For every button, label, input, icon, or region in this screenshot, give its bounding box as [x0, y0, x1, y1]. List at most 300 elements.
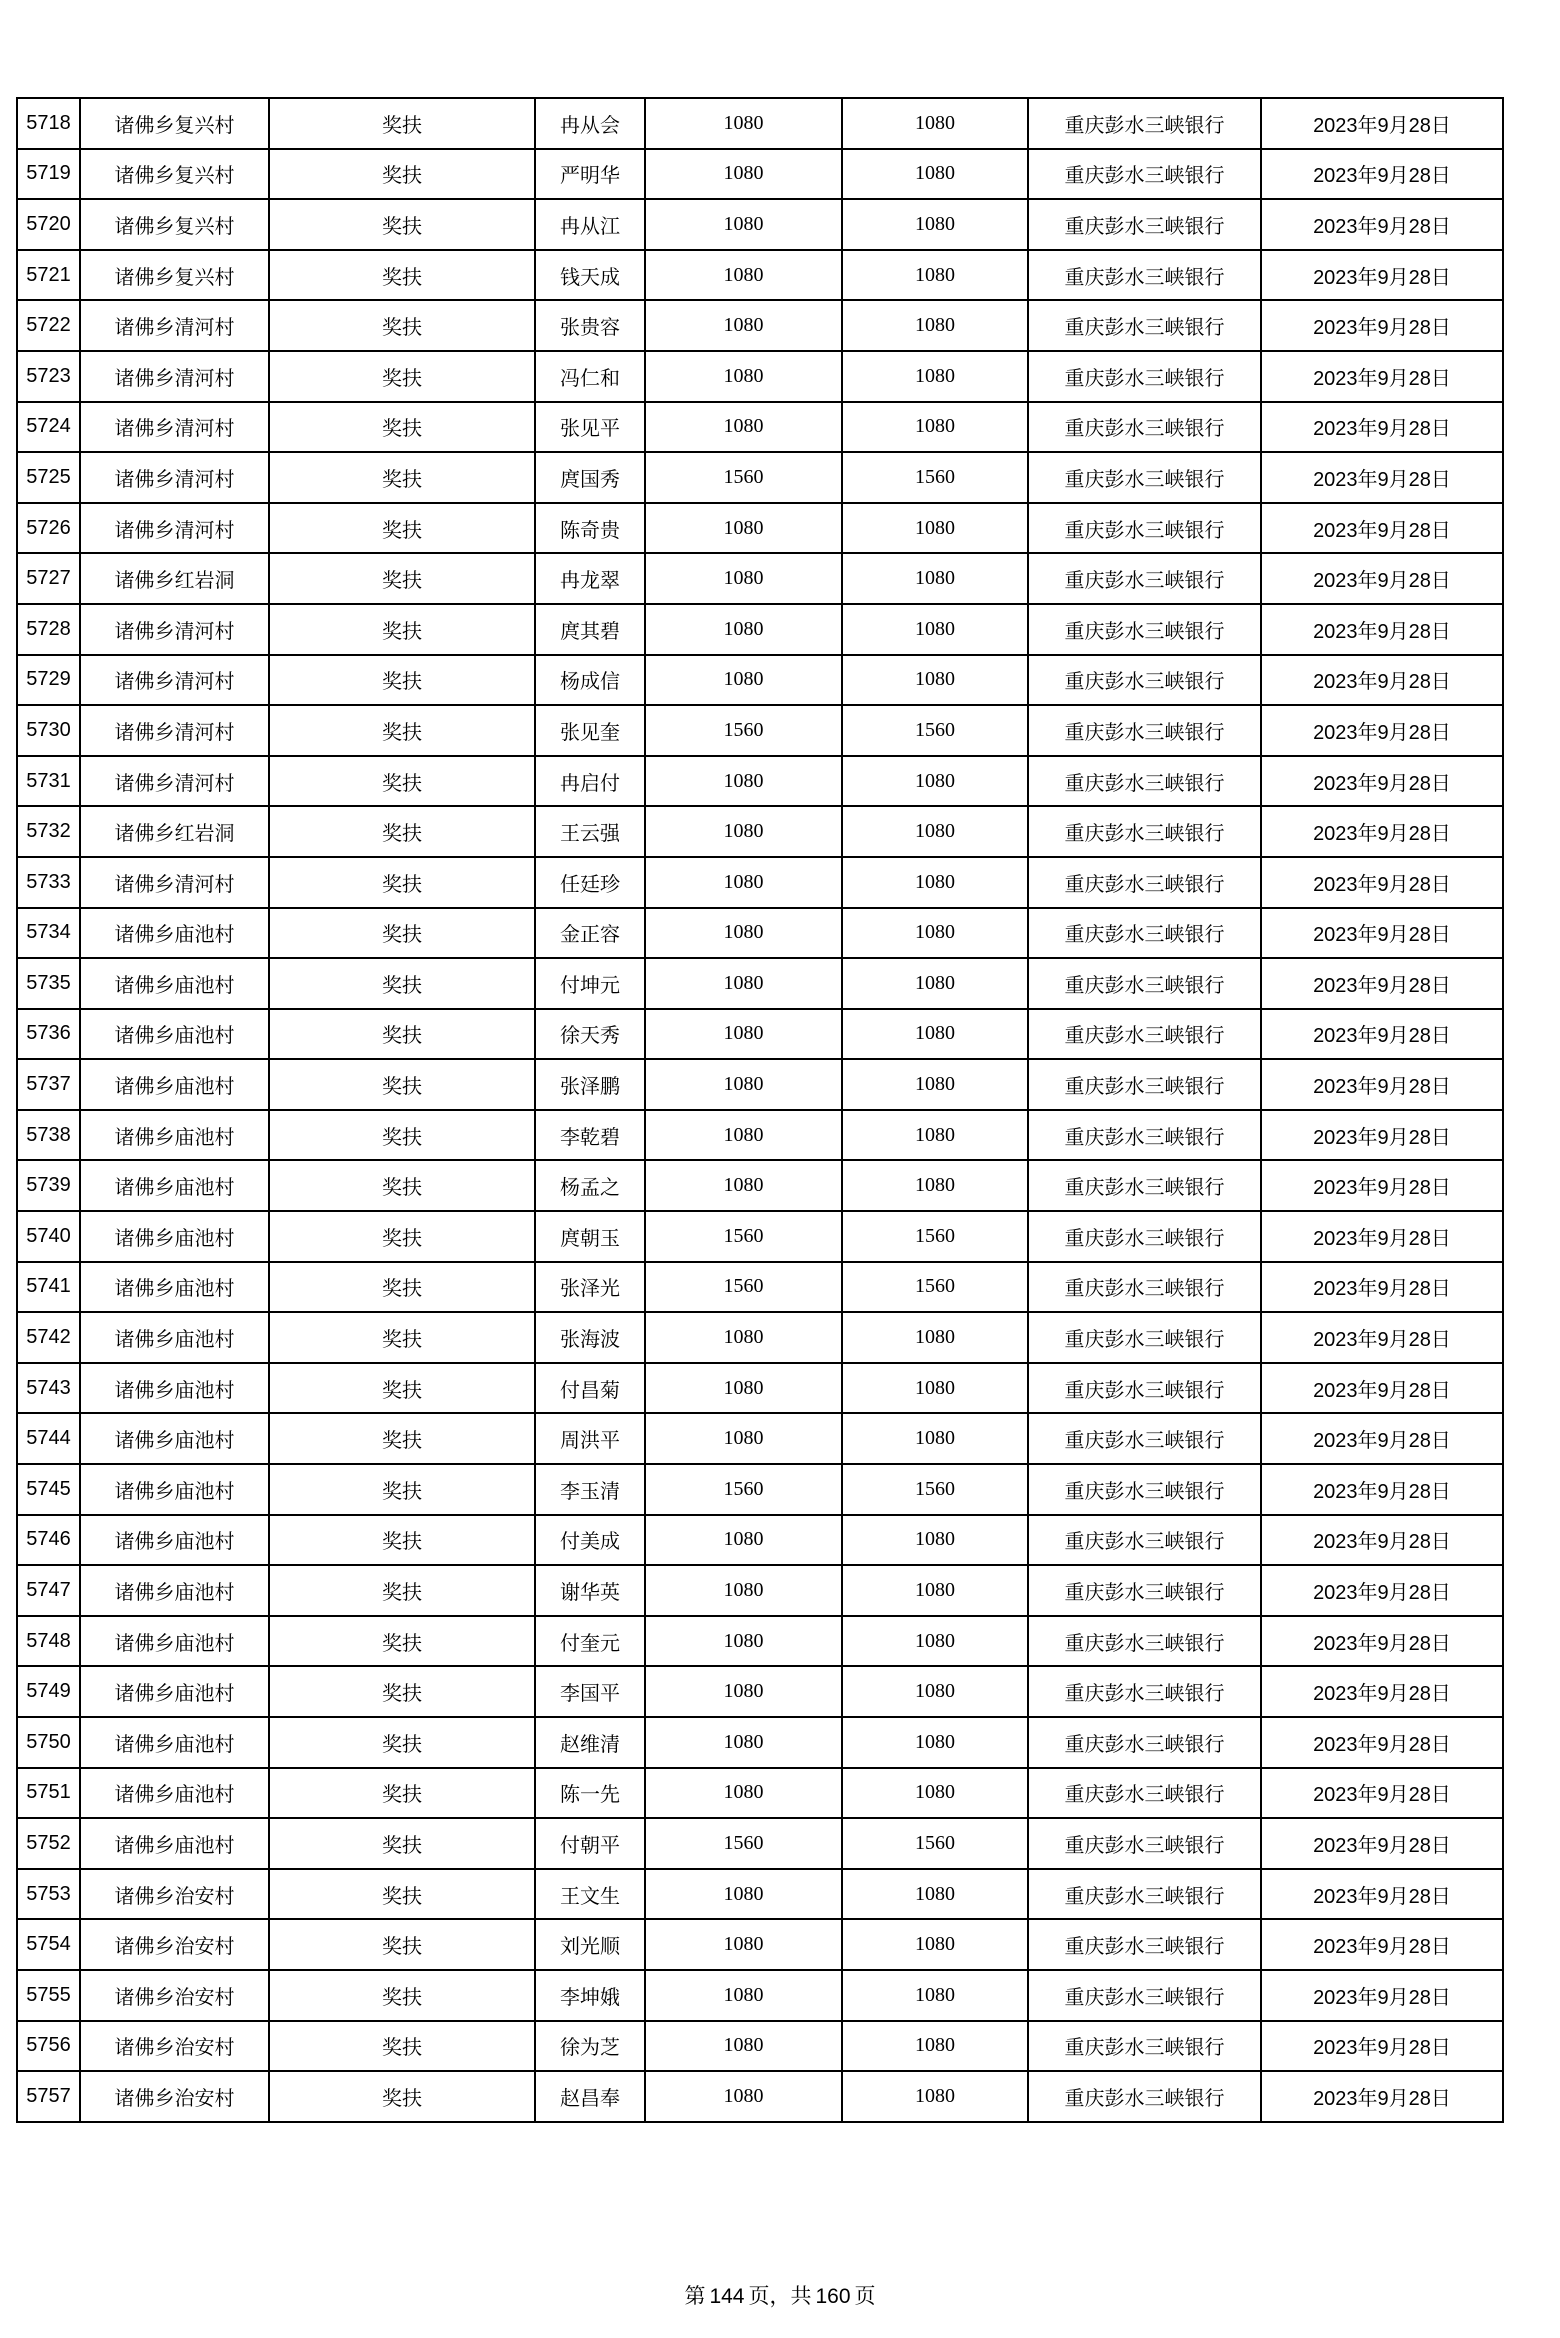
subsidy-type-cell: 奖扶: [269, 402, 535, 453]
row-number-cell: 5740: [17, 1211, 80, 1262]
row-number-cell: 5752: [17, 1818, 80, 1869]
recipient-name-cell: 李乾碧: [535, 1110, 645, 1161]
amount-cell: 1080: [645, 199, 842, 250]
recipient-name-cell: 付朝平: [535, 1818, 645, 1869]
bank-cell: 重庆彭水三峡银行: [1028, 756, 1261, 807]
row-number-cell: 5741: [17, 1262, 80, 1313]
date-cell: 2023年9月28日: [1261, 1565, 1503, 1616]
paid-amount-cell: 1080: [842, 604, 1028, 655]
amount-cell: 1080: [645, 149, 842, 200]
row-number-cell: 5731: [17, 756, 80, 807]
row-number-cell: 5747: [17, 1565, 80, 1616]
table-row: [17, 958, 1503, 1009]
amount-cell: 1080: [645, 655, 842, 706]
row-number-cell: 5725: [17, 452, 80, 503]
table-row: [17, 857, 1503, 908]
recipient-name-cell: 付昌菊: [535, 1363, 645, 1414]
paid-amount-cell: 1080: [842, 1666, 1028, 1717]
recipient-name-cell: 庹其碧: [535, 604, 645, 655]
table-row: [17, 1262, 1503, 1313]
bank-cell: 重庆彭水三峡银行: [1028, 1565, 1261, 1616]
amount-cell: 1080: [645, 908, 842, 959]
village-cell: 诸佛乡清河村: [80, 705, 269, 756]
recipient-name-cell: 赵昌奉: [535, 2071, 645, 2122]
date-cell: 2023年9月28日: [1261, 351, 1503, 402]
table-row: [17, 199, 1503, 250]
table-row: [17, 553, 1503, 604]
bank-cell: 重庆彭水三峡银行: [1028, 452, 1261, 503]
bank-cell: 重庆彭水三峡银行: [1028, 1059, 1261, 1110]
subsidy-type-cell: 奖扶: [269, 250, 535, 301]
village-cell: 诸佛乡清河村: [80, 402, 269, 453]
subsidy-type-cell: 奖扶: [269, 806, 535, 857]
village-cell: 诸佛乡庙池村: [80, 908, 269, 959]
date-cell: 2023年9月28日: [1261, 1059, 1503, 1110]
recipient-name-cell: 李坤娥: [535, 1970, 645, 2021]
row-number-cell: 5733: [17, 857, 80, 908]
row-number-cell: 5720: [17, 199, 80, 250]
recipient-name-cell: 王云强: [535, 806, 645, 857]
row-number-cell: 5721: [17, 250, 80, 301]
table-row: [17, 806, 1503, 857]
amount-cell: 1080: [645, 1970, 842, 2021]
paid-amount-cell: 1080: [842, 908, 1028, 959]
paid-amount-cell: 1080: [842, 98, 1028, 149]
subsidy-type-cell: 奖扶: [269, 1717, 535, 1768]
date-cell: 2023年9月28日: [1261, 1717, 1503, 1768]
subsidy-type-cell: 奖扶: [269, 655, 535, 706]
bank-cell: 重庆彭水三峡银行: [1028, 351, 1261, 402]
row-number-cell: 5735: [17, 958, 80, 1009]
paid-amount-cell: 1560: [842, 452, 1028, 503]
date-cell: 2023年9月28日: [1261, 503, 1503, 554]
subsidy-type-cell: 奖扶: [269, 1363, 535, 1414]
paid-amount-cell: 1080: [842, 553, 1028, 604]
paid-amount-cell: 1080: [842, 806, 1028, 857]
bank-cell: 重庆彭水三峡银行: [1028, 300, 1261, 351]
bank-cell: 重庆彭水三峡银行: [1028, 604, 1261, 655]
row-number-cell: 5743: [17, 1363, 80, 1414]
recipient-name-cell: 徐为芝: [535, 2021, 645, 2072]
subsidy-type-cell: 奖扶: [269, 1768, 535, 1819]
amount-cell: 1560: [645, 1464, 842, 1515]
paid-amount-cell: 1080: [842, 149, 1028, 200]
recipient-name-cell: 庹国秀: [535, 452, 645, 503]
bank-cell: 重庆彭水三峡银行: [1028, 553, 1261, 604]
table-row: [17, 402, 1503, 453]
subsidy-type-cell: 奖扶: [269, 300, 535, 351]
table-row: [17, 1160, 1503, 1211]
date-cell: 2023年9月28日: [1261, 1616, 1503, 1667]
table-row: [17, 250, 1503, 301]
row-number-cell: 5732: [17, 806, 80, 857]
paid-amount-cell: 1560: [842, 1262, 1028, 1313]
table-row: [17, 1464, 1503, 1515]
page-footer: [0, 2280, 1560, 2310]
bank-cell: 重庆彭水三峡银行: [1028, 503, 1261, 554]
date-cell: 2023年9月28日: [1261, 1009, 1503, 1060]
amount-cell: 1080: [645, 1869, 842, 1920]
recipient-name-cell: 张见平: [535, 402, 645, 453]
date-cell: 2023年9月28日: [1261, 1869, 1503, 1920]
paid-amount-cell: 1560: [842, 705, 1028, 756]
village-cell: 诸佛乡复兴村: [80, 250, 269, 301]
table-row: [17, 1413, 1503, 1464]
date-cell: 2023年9月28日: [1261, 1970, 1503, 2021]
amount-cell: 1080: [645, 2071, 842, 2122]
date-cell: 2023年9月28日: [1261, 857, 1503, 908]
bank-cell: 重庆彭水三峡银行: [1028, 250, 1261, 301]
recipient-name-cell: 张见奎: [535, 705, 645, 756]
recipient-name-cell: 陈奇贵: [535, 503, 645, 554]
bank-cell: 重庆彭水三峡银行: [1028, 149, 1261, 200]
village-cell: 诸佛乡庙池村: [80, 1009, 269, 1060]
table-row: [17, 1818, 1503, 1869]
subsidy-type-cell: 奖扶: [269, 149, 535, 200]
bank-cell: 重庆彭水三峡银行: [1028, 2021, 1261, 2072]
village-cell: 诸佛乡庙池村: [80, 1262, 269, 1313]
date-cell: 2023年9月28日: [1261, 452, 1503, 503]
village-cell: 诸佛乡庙池村: [80, 1464, 269, 1515]
bank-cell: 重庆彭水三峡银行: [1028, 199, 1261, 250]
paid-amount-cell: 1080: [842, 1363, 1028, 1414]
row-number-cell: 5723: [17, 351, 80, 402]
row-number-cell: 5724: [17, 402, 80, 453]
table-row: [17, 1110, 1503, 1161]
amount-cell: 1080: [645, 806, 842, 857]
paid-amount-cell: 1080: [842, 250, 1028, 301]
table-row: [17, 908, 1503, 959]
row-number-cell: 5734: [17, 908, 80, 959]
village-cell: 诸佛乡庙池村: [80, 1717, 269, 1768]
table-row: [17, 1869, 1503, 1920]
paid-amount-cell: 1080: [842, 1970, 1028, 2021]
date-cell: 2023年9月28日: [1261, 1768, 1503, 1819]
paid-amount-cell: 1080: [842, 1110, 1028, 1161]
date-cell: 2023年9月28日: [1261, 655, 1503, 706]
paid-amount-cell: 1080: [842, 655, 1028, 706]
amount-cell: 1080: [645, 98, 842, 149]
amount-cell: 1080: [645, 1919, 842, 1970]
row-number-cell: 5719: [17, 149, 80, 200]
row-number-cell: 5727: [17, 553, 80, 604]
row-number-cell: 5728: [17, 604, 80, 655]
bank-cell: 重庆彭水三峡银行: [1028, 1110, 1261, 1161]
date-cell: 2023年9月28日: [1261, 1413, 1503, 1464]
village-cell: 诸佛乡清河村: [80, 756, 269, 807]
subsidy-type-cell: 奖扶: [269, 553, 535, 604]
table-row: [17, 2021, 1503, 2072]
bank-cell: 重庆彭水三峡银行: [1028, 1717, 1261, 1768]
village-cell: 诸佛乡清河村: [80, 300, 269, 351]
village-cell: 诸佛乡清河村: [80, 655, 269, 706]
amount-cell: 1080: [645, 553, 842, 604]
subsidy-type-cell: 奖扶: [269, 1160, 535, 1211]
bank-cell: 重庆彭水三峡银行: [1028, 1869, 1261, 1920]
date-cell: 2023年9月28日: [1261, 1464, 1503, 1515]
row-number-cell: 5749: [17, 1666, 80, 1717]
table-row: [17, 351, 1503, 402]
amount-cell: 1080: [645, 857, 842, 908]
paid-amount-cell: 1080: [842, 1312, 1028, 1363]
bank-cell: 重庆彭水三峡银行: [1028, 1312, 1261, 1363]
amount-cell: 1080: [645, 1160, 842, 1211]
table-row: [17, 1565, 1503, 1616]
subsidy-type-cell: 奖扶: [269, 503, 535, 554]
village-cell: 诸佛乡复兴村: [80, 98, 269, 149]
row-number-cell: 5722: [17, 300, 80, 351]
bank-cell: 重庆彭水三峡银行: [1028, 1262, 1261, 1313]
date-cell: 2023年9月28日: [1261, 402, 1503, 453]
recipient-name-cell: 谢华英: [535, 1565, 645, 1616]
subsidy-type-cell: 奖扶: [269, 1464, 535, 1515]
bank-cell: 重庆彭水三峡银行: [1028, 1515, 1261, 1566]
bank-cell: 重庆彭水三峡银行: [1028, 1919, 1261, 1970]
subsidy-type-cell: 奖扶: [269, 958, 535, 1009]
amount-cell: 1080: [645, 1565, 842, 1616]
subsidy-type-cell: 奖扶: [269, 98, 535, 149]
amount-cell: 1080: [645, 250, 842, 301]
row-number-cell: 5738: [17, 1110, 80, 1161]
table-row: [17, 1363, 1503, 1414]
row-number-cell: 5730: [17, 705, 80, 756]
village-cell: 诸佛乡治安村: [80, 2021, 269, 2072]
subsidy-type-cell: 奖扶: [269, 199, 535, 250]
village-cell: 诸佛乡庙池村: [80, 1312, 269, 1363]
row-number-cell: 5750: [17, 1717, 80, 1768]
amount-cell: 1080: [645, 756, 842, 807]
paid-amount-cell: 1080: [842, 300, 1028, 351]
village-cell: 诸佛乡治安村: [80, 1970, 269, 2021]
table-row: [17, 503, 1503, 554]
village-cell: 诸佛乡庙池村: [80, 1211, 269, 1262]
amount-cell: 1080: [645, 1009, 842, 1060]
table-body: [17, 98, 1503, 2122]
table-row: [17, 1919, 1503, 1970]
row-number-cell: 5748: [17, 1616, 80, 1667]
row-number-cell: 5753: [17, 1869, 80, 1920]
table-row: [17, 98, 1503, 149]
bank-cell: 重庆彭水三峡银行: [1028, 655, 1261, 706]
village-cell: 诸佛乡治安村: [80, 2071, 269, 2122]
date-cell: 2023年9月28日: [1261, 300, 1503, 351]
amount-cell: 1080: [645, 1768, 842, 1819]
subsidy-type-cell: 奖扶: [269, 908, 535, 959]
bank-cell: 重庆彭水三峡银行: [1028, 1768, 1261, 1819]
recipient-name-cell: 冉从江: [535, 199, 645, 250]
bank-cell: 重庆彭水三峡银行: [1028, 705, 1261, 756]
date-cell: 2023年9月28日: [1261, 98, 1503, 149]
village-cell: 诸佛乡治安村: [80, 1869, 269, 1920]
row-number-cell: 5756: [17, 2021, 80, 2072]
village-cell: 诸佛乡清河村: [80, 604, 269, 655]
recipient-name-cell: 王文生: [535, 1869, 645, 1920]
date-cell: 2023年9月28日: [1261, 250, 1503, 301]
subsidy-type-cell: 奖扶: [269, 2021, 535, 2072]
date-cell: 2023年9月28日: [1261, 1818, 1503, 1869]
paid-amount-cell: 1080: [842, 1919, 1028, 1970]
village-cell: 诸佛乡庙池村: [80, 1363, 269, 1414]
recipient-name-cell: 付美成: [535, 1515, 645, 1566]
footer-page-number: 144: [709, 2285, 745, 2308]
recipient-name-cell: 杨成信: [535, 655, 645, 706]
recipient-name-cell: 冉从会: [535, 98, 645, 149]
subsidy-type-cell: 奖扶: [269, 1970, 535, 2021]
row-number-cell: 5754: [17, 1919, 80, 1970]
table-row: [17, 1616, 1503, 1667]
bank-cell: 重庆彭水三峡银行: [1028, 1211, 1261, 1262]
bank-cell: 重庆彭水三峡银行: [1028, 1160, 1261, 1211]
village-cell: 诸佛乡庙池村: [80, 1515, 269, 1566]
date-cell: 2023年9月28日: [1261, 908, 1503, 959]
date-cell: 2023年9月28日: [1261, 2071, 1503, 2122]
village-cell: 诸佛乡庙池村: [80, 1666, 269, 1717]
village-cell: 诸佛乡庙池村: [80, 1565, 269, 1616]
footer-total-pages: 160: [815, 2285, 851, 2308]
subsidy-type-cell: 奖扶: [269, 604, 535, 655]
amount-cell: 1080: [645, 1616, 842, 1667]
paid-amount-cell: 1080: [842, 1009, 1028, 1060]
date-cell: 2023年9月28日: [1261, 199, 1503, 250]
table-row: [17, 705, 1503, 756]
paid-amount-cell: 1080: [842, 351, 1028, 402]
subsidy-type-cell: 奖扶: [269, 1262, 535, 1313]
village-cell: 诸佛乡庙池村: [80, 1818, 269, 1869]
subsidy-type-cell: 奖扶: [269, 1565, 535, 1616]
subsidy-type-cell: 奖扶: [269, 351, 535, 402]
subsidy-type-cell: 奖扶: [269, 1515, 535, 1566]
paid-amount-cell: 1080: [842, 1869, 1028, 1920]
bank-cell: 重庆彭水三峡银行: [1028, 1413, 1261, 1464]
date-cell: 2023年9月28日: [1261, 1363, 1503, 1414]
amount-cell: 1080: [645, 300, 842, 351]
paid-amount-cell: 1080: [842, 1515, 1028, 1566]
row-number-cell: 5736: [17, 1009, 80, 1060]
amount-cell: 1080: [645, 958, 842, 1009]
table-row: [17, 1768, 1503, 1819]
amount-cell: 1560: [645, 1818, 842, 1869]
amount-cell: 1080: [645, 1363, 842, 1414]
recipient-name-cell: 刘光顺: [535, 1919, 645, 1970]
bank-cell: 重庆彭水三峡银行: [1028, 1818, 1261, 1869]
date-cell: 2023年9月28日: [1261, 1666, 1503, 1717]
amount-cell: 1080: [645, 1413, 842, 1464]
bank-cell: 重庆彭水三峡银行: [1028, 1363, 1261, 1414]
paid-amount-cell: 1080: [842, 1160, 1028, 1211]
bank-cell: 重庆彭水三峡银行: [1028, 958, 1261, 1009]
amount-cell: 1080: [645, 351, 842, 402]
bank-cell: 重庆彭水三峡银行: [1028, 98, 1261, 149]
subsidy-type-cell: 奖扶: [269, 1919, 535, 1970]
amount-cell: 1080: [645, 1059, 842, 1110]
recipient-name-cell: 张泽鹏: [535, 1059, 645, 1110]
subsidy-type-cell: 奖扶: [269, 1312, 535, 1363]
subsidy-type-cell: 奖扶: [269, 452, 535, 503]
subsidy-type-cell: 奖扶: [269, 756, 535, 807]
paid-amount-cell: 1080: [842, 1413, 1028, 1464]
subsidy-type-cell: 奖扶: [269, 1009, 535, 1060]
row-number-cell: 5726: [17, 503, 80, 554]
row-number-cell: 5751: [17, 1768, 80, 1819]
table-row: [17, 1970, 1503, 2021]
village-cell: 诸佛乡清河村: [80, 452, 269, 503]
recipient-name-cell: 付坤元: [535, 958, 645, 1009]
recipient-name-cell: 冉启付: [535, 756, 645, 807]
recipient-name-cell: 张泽光: [535, 1262, 645, 1313]
date-cell: 2023年9月28日: [1261, 1110, 1503, 1161]
row-number-cell: 5755: [17, 1970, 80, 2021]
amount-cell: 1080: [645, 1312, 842, 1363]
village-cell: 诸佛乡清河村: [80, 503, 269, 554]
recipient-name-cell: 周洪平: [535, 1413, 645, 1464]
recipient-name-cell: 赵维清: [535, 1717, 645, 1768]
bank-cell: 重庆彭水三峡银行: [1028, 402, 1261, 453]
date-cell: 2023年9月28日: [1261, 705, 1503, 756]
amount-cell: 1080: [645, 1666, 842, 1717]
table-row: [17, 452, 1503, 503]
bank-cell: 重庆彭水三峡银行: [1028, 1970, 1261, 2021]
village-cell: 诸佛乡庙池村: [80, 1059, 269, 1110]
recipient-name-cell: 李玉清: [535, 1464, 645, 1515]
row-number-cell: 5744: [17, 1413, 80, 1464]
amount-cell: 1080: [645, 604, 842, 655]
paid-amount-cell: 1080: [842, 2021, 1028, 2072]
footer-suffix: 页: [854, 2284, 876, 2308]
amount-cell: 1080: [645, 1515, 842, 1566]
village-cell: 诸佛乡复兴村: [80, 149, 269, 200]
bank-cell: 重庆彭水三峡银行: [1028, 1616, 1261, 1667]
bank-cell: 重庆彭水三峡银行: [1028, 1464, 1261, 1515]
bank-cell: 重庆彭水三峡银行: [1028, 806, 1261, 857]
paid-amount-cell: 1080: [842, 503, 1028, 554]
date-cell: 2023年9月28日: [1261, 1211, 1503, 1262]
row-number-cell: 5729: [17, 655, 80, 706]
bank-cell: 重庆彭水三峡银行: [1028, 1666, 1261, 1717]
table-row: [17, 1717, 1503, 1768]
amount-cell: 1560: [645, 1211, 842, 1262]
paid-amount-cell: 1080: [842, 402, 1028, 453]
subsidy-type-cell: 奖扶: [269, 1616, 535, 1667]
table-row: [17, 1059, 1503, 1110]
paid-amount-cell: 1080: [842, 1565, 1028, 1616]
paid-amount-cell: 1080: [842, 756, 1028, 807]
table-row: [17, 1009, 1503, 1060]
village-cell: 诸佛乡庙池村: [80, 1413, 269, 1464]
recipient-name-cell: 冉龙翠: [535, 553, 645, 604]
village-cell: 诸佛乡红岩洞: [80, 553, 269, 604]
table-row: [17, 1312, 1503, 1363]
bank-cell: 重庆彭水三峡银行: [1028, 857, 1261, 908]
recipient-name-cell: 陈一先: [535, 1768, 645, 1819]
subsidy-type-cell: 奖扶: [269, 1110, 535, 1161]
bank-cell: 重庆彭水三峡银行: [1028, 2071, 1261, 2122]
recipient-name-cell: 李国平: [535, 1666, 645, 1717]
footer-prefix: 第: [684, 2284, 706, 2308]
subsidy-type-cell: 奖扶: [269, 1869, 535, 1920]
paid-amount-cell: 1560: [842, 1464, 1028, 1515]
paid-amount-cell: 1080: [842, 1768, 1028, 1819]
village-cell: 诸佛乡红岩洞: [80, 806, 269, 857]
date-cell: 2023年9月28日: [1261, 149, 1503, 200]
paid-amount-cell: 1080: [842, 1616, 1028, 1667]
amount-cell: 1560: [645, 705, 842, 756]
row-number-cell: 5746: [17, 1515, 80, 1566]
table-row: [17, 300, 1503, 351]
date-cell: 2023年9月28日: [1261, 604, 1503, 655]
row-number-cell: 5718: [17, 98, 80, 149]
table-row: [17, 2071, 1503, 2122]
village-cell: 诸佛乡庙池村: [80, 1160, 269, 1211]
